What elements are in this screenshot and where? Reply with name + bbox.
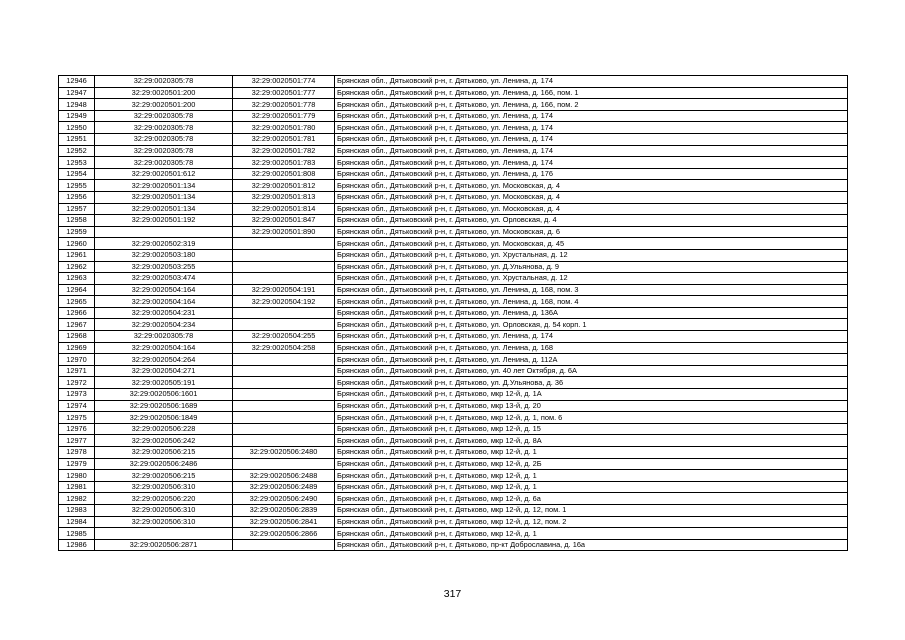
object-cadastral-number-cell: 32:29:0020504:258: [233, 342, 335, 354]
object-cadastral-number-cell: 32:29:0020501:812: [233, 180, 335, 192]
address-cell: Брянская обл., Дятьковский р-н, г. Дятьково, ул. Ленина, д. 176: [335, 168, 848, 180]
object-cadastral-number-cell: 32:29:0020501:783: [233, 157, 335, 169]
parcel-cadastral-number-cell: 32:29:0020504:234: [95, 319, 233, 331]
registry-table-body: [59, 76, 848, 551]
address-cell: Брянская обл., Дятьковский р-н, г. Дятьково, ул. Ленина, д. 174: [335, 122, 848, 134]
object-cadastral-number-cell: 32:29:0020506:2841: [233, 516, 335, 528]
parcel-cadastral-number-cell: 32:29:0020503:474: [95, 273, 233, 285]
row-number-cell: 12973: [59, 389, 95, 401]
parcel-cadastral-number-cell: 32:29:0020506:1689: [95, 400, 233, 412]
table-row: [59, 435, 848, 447]
row-number-cell: 12980: [59, 470, 95, 482]
object-cadastral-number-cell: [233, 458, 335, 470]
row-number-cell: 12949: [59, 110, 95, 122]
object-cadastral-number-cell: 32:29:0020506:2490: [233, 493, 335, 505]
table-row: [59, 516, 848, 528]
table-row: [59, 354, 848, 366]
table-row: [59, 180, 848, 192]
row-number-cell: 12986: [59, 539, 95, 551]
table-row: [59, 226, 848, 238]
object-cadastral-number-cell: 32:29:0020506:2866: [233, 528, 335, 540]
table-row: [59, 377, 848, 389]
parcel-cadastral-number-cell: 32:29:0020504:264: [95, 354, 233, 366]
object-cadastral-number-cell: 32:29:0020506:2480: [233, 447, 335, 459]
address-cell: Брянская обл., Дятьковский р-н, г. Дятьково, ул. Московская, д. 4: [335, 191, 848, 203]
address-cell: Брянская обл., Дятьковский р-н, г. Дятьково, мкр 12-й, д. 2Б: [335, 458, 848, 470]
object-cadastral-number-cell: 32:29:0020506:2839: [233, 504, 335, 516]
address-cell: Брянская обл., Дятьковский р-н, г. Дятьково, ул. Ленина, д. 174: [335, 110, 848, 122]
table-row: [59, 342, 848, 354]
object-cadastral-number-cell: 32:29:0020501:780: [233, 122, 335, 134]
row-number-cell: 12977: [59, 435, 95, 447]
address-cell: Брянская обл., Дятьковский р-н, г. Дятьково, ул. Ленина, д. 166, пом. 2: [335, 99, 848, 111]
table-row: [59, 493, 848, 505]
page-number: 317: [443, 588, 462, 600]
parcel-cadastral-number-cell: 32:29:0020505:191: [95, 377, 233, 389]
object-cadastral-number-cell: 32:29:0020501:777: [233, 87, 335, 99]
parcel-cadastral-number-cell: 32:29:0020305:78: [95, 122, 233, 134]
object-cadastral-number-cell: [233, 435, 335, 447]
table-row: [59, 539, 848, 551]
object-cadastral-number-cell: [233, 354, 335, 366]
object-cadastral-number-cell: 32:29:0020501:778: [233, 99, 335, 111]
address-cell: Брянская обл., Дятьковский р-н, г. Дятьково, мкр 12-й, д. 15: [335, 423, 848, 435]
parcel-cadastral-number-cell: 32:29:0020504:164: [95, 342, 233, 354]
address-cell: Брянская обл., Дятьковский р-н, г. Дятьково, ул. Орловская, д. 54 корп. 1: [335, 319, 848, 331]
table-row: [59, 273, 848, 285]
row-number-cell: 12962: [59, 261, 95, 273]
parcel-cadastral-number-cell: 32:29:0020506:1601: [95, 389, 233, 401]
row-number-cell: 12952: [59, 145, 95, 157]
parcel-cadastral-number-cell: 32:29:0020503:180: [95, 249, 233, 261]
address-cell: Брянская обл., Дятьковский р-н, г. Дятьково, мкр 12-й, д. 1: [335, 447, 848, 459]
row-number-cell: 12956: [59, 191, 95, 203]
address-cell: Брянская обл., Дятьковский р-н, г. Дятьково, мкр 12-й, д. 12, пом. 2: [335, 516, 848, 528]
table-row: [59, 145, 848, 157]
row-number-cell: 12957: [59, 203, 95, 215]
object-cadastral-number-cell: 32:29:0020501:813: [233, 191, 335, 203]
parcel-cadastral-number-cell: 32:29:0020501:134: [95, 180, 233, 192]
address-cell: Брянская обл., Дятьковский р-н, г. Дятьково, ул. 40 лет Октября, д. 6А: [335, 365, 848, 377]
table-row: [59, 168, 848, 180]
row-number-cell: 12976: [59, 423, 95, 435]
parcel-cadastral-number-cell: 32:29:0020305:78: [95, 145, 233, 157]
parcel-cadastral-number-cell: 32:29:0020501:612: [95, 168, 233, 180]
parcel-cadastral-number-cell: 32:29:0020501:134: [95, 203, 233, 215]
row-number-cell: 12970: [59, 354, 95, 366]
row-number-cell: 12947: [59, 87, 95, 99]
address-cell: Брянская обл., Дятьковский р-н, г. Дятьково, мкр 12-й, д. 8А: [335, 435, 848, 447]
table-row: [59, 261, 848, 273]
row-number-cell: 12950: [59, 122, 95, 134]
row-number-cell: 12968: [59, 331, 95, 343]
table-row: [59, 191, 848, 203]
table-row: [59, 87, 848, 99]
row-number-cell: 12971: [59, 365, 95, 377]
row-number-cell: 12984: [59, 516, 95, 528]
address-cell: Брянская обл., Дятьковский р-н, г. Дятьково, мкр 12-й, д. 1, пом. 6: [335, 412, 848, 424]
parcel-cadastral-number-cell: 32:29:0020503:255: [95, 261, 233, 273]
table-row: [59, 470, 848, 482]
row-number-cell: 12985: [59, 528, 95, 540]
table-row: [59, 249, 848, 261]
object-cadastral-number-cell: 32:29:0020504:191: [233, 284, 335, 296]
table-row: [59, 215, 848, 227]
object-cadastral-number-cell: [233, 249, 335, 261]
object-cadastral-number-cell: 32:29:0020501:782: [233, 145, 335, 157]
parcel-cadastral-number-cell: 32:29:0020504:164: [95, 296, 233, 308]
row-number-cell: 12960: [59, 238, 95, 250]
table-row: [59, 528, 848, 540]
row-number-cell: 12964: [59, 284, 95, 296]
table-row: [59, 365, 848, 377]
address-cell: Брянская обл., Дятьковский р-н, г. Дятьково, ул. Московская, д. 6: [335, 226, 848, 238]
table-row: [59, 447, 848, 459]
address-cell: Брянская обл., Дятьковский р-н, г. Дятьково, ул. Ленина, д. 166, пом. 1: [335, 87, 848, 99]
parcel-cadastral-number-cell: 32:29:0020305:78: [95, 133, 233, 145]
table-row: [59, 99, 848, 111]
object-cadastral-number-cell: [233, 389, 335, 401]
table-row: [59, 307, 848, 319]
row-number-cell: 12954: [59, 168, 95, 180]
address-cell: Брянская обл., Дятьковский р-н, г. Дятьково, ул. Ленина, д. 168, пом. 3: [335, 284, 848, 296]
row-number-cell: 12953: [59, 157, 95, 169]
row-number-cell: 12972: [59, 377, 95, 389]
parcel-cadastral-number-cell: 32:29:0020501:200: [95, 99, 233, 111]
address-cell: Брянская обл., Дятьковский р-н, г. Дятьково, ул. Д.Ульянова, д. 36: [335, 377, 848, 389]
address-cell: Брянская обл., Дятьковский р-н, г. Дятьково, мкр 12-й, д. 6а: [335, 493, 848, 505]
table-row: [59, 203, 848, 215]
object-cadastral-number-cell: [233, 423, 335, 435]
table-row: [59, 296, 848, 308]
address-cell: Брянская обл., Дятьковский р-н, г. Дятьково, ул. Хрустальная, д. 12: [335, 249, 848, 261]
table-row: [59, 284, 848, 296]
row-number-cell: 12981: [59, 481, 95, 493]
row-number-cell: 12979: [59, 458, 95, 470]
row-number-cell: 12969: [59, 342, 95, 354]
object-cadastral-number-cell: 32:29:0020506:2488: [233, 470, 335, 482]
parcel-cadastral-number-cell: 32:29:0020506:242: [95, 435, 233, 447]
address-cell: Брянская обл., Дятьковский р-н, г. Дятьково, ул. Д.Ульянова, д. 9: [335, 261, 848, 273]
row-number-cell: 12955: [59, 180, 95, 192]
parcel-cadastral-number-cell: 32:29:0020501:192: [95, 215, 233, 227]
table-row: [59, 110, 848, 122]
parcel-cadastral-number-cell: 32:29:0020506:2871: [95, 539, 233, 551]
object-cadastral-number-cell: [233, 273, 335, 285]
object-cadastral-number-cell: [233, 539, 335, 551]
row-number-cell: 12982: [59, 493, 95, 505]
object-cadastral-number-cell: [233, 400, 335, 412]
table-row: [59, 504, 848, 516]
address-cell: Брянская обл., Дятьковский р-н, г. Дятьково, ул. Хрустальная, д. 12: [335, 273, 848, 285]
parcel-cadastral-number-cell: 32:29:0020501:200: [95, 87, 233, 99]
address-cell: Брянская обл., Дятьковский р-н, г. Дятьково, ул. Московская, д. 4: [335, 180, 848, 192]
object-cadastral-number-cell: 32:29:0020501:808: [233, 168, 335, 180]
object-cadastral-number-cell: [233, 365, 335, 377]
row-number-cell: 12959: [59, 226, 95, 238]
address-cell: Брянская обл., Дятьковский р-н, г. Дятьково, ул. Ленина, д. 112А: [335, 354, 848, 366]
row-number-cell: 12948: [59, 99, 95, 111]
object-cadastral-number-cell: 32:29:0020501:890: [233, 226, 335, 238]
address-cell: Брянская обл., Дятьковский р-н, г. Дятьково, мкр 12-й, д. 1: [335, 470, 848, 482]
table-row: [59, 76, 848, 88]
parcel-cadastral-number-cell: 32:29:0020506:310: [95, 481, 233, 493]
address-cell: Брянская обл., Дятьковский р-н, г. Дятьково, ул. Московская, д. 4: [335, 203, 848, 215]
address-cell: Брянская обл., Дятьковский р-н, г. Дятьково, ул. Ленина, д. 174: [335, 331, 848, 343]
parcel-cadastral-number-cell: 32:29:0020504:164: [95, 284, 233, 296]
address-cell: Брянская обл., Дятьковский р-н, г. Дятьково, мкр 12-й, д. 1А: [335, 389, 848, 401]
object-cadastral-number-cell: 32:29:0020504:255: [233, 331, 335, 343]
object-cadastral-number-cell: [233, 377, 335, 389]
table-row: [59, 331, 848, 343]
parcel-cadastral-number-cell: 32:29:0020502:319: [95, 238, 233, 250]
address-cell: Брянская обл., Дятьковский р-н, г. Дятьково, ул. Орловская, д. 4: [335, 215, 848, 227]
address-cell: Брянская обл., Дятьковский р-н, г. Дятьково, мкр 12-й, д. 1: [335, 481, 848, 493]
parcel-cadastral-number-cell: 32:29:0020305:78: [95, 157, 233, 169]
parcel-cadastral-number-cell: [95, 528, 233, 540]
parcel-cadastral-number-cell: 32:29:0020305:78: [95, 331, 233, 343]
row-number-cell: 12961: [59, 249, 95, 261]
object-cadastral-number-cell: 32:29:0020501:774: [233, 76, 335, 88]
row-number-cell: 12951: [59, 133, 95, 145]
parcel-cadastral-number-cell: [95, 226, 233, 238]
table-row: [59, 389, 848, 401]
object-cadastral-number-cell: 32:29:0020501:781: [233, 133, 335, 145]
object-cadastral-number-cell: [233, 261, 335, 273]
table-row: [59, 412, 848, 424]
address-cell: Брянская обл., Дятьковский р-н, г. Дятьково, ул. Ленина, д. 174: [335, 145, 848, 157]
address-cell: Брянская обл., Дятьковский р-н, г. Дятьково, мкр 12-й, д. 1: [335, 528, 848, 540]
address-cell: Брянская обл., Дятьковский р-н, г. Дятьково, мкр 13-й, д. 20: [335, 400, 848, 412]
parcel-cadastral-number-cell: 32:29:0020305:78: [95, 110, 233, 122]
table-row: [59, 423, 848, 435]
address-cell: Брянская обл., Дятьковский р-н, г. Дятьково, пр-кт Доброславина, д. 16а: [335, 539, 848, 551]
parcel-cadastral-number-cell: 32:29:0020506:228: [95, 423, 233, 435]
parcel-cadastral-number-cell: 32:29:0020506:310: [95, 516, 233, 528]
object-cadastral-number-cell: [233, 238, 335, 250]
parcel-cadastral-number-cell: 32:29:0020506:215: [95, 470, 233, 482]
parcel-cadastral-number-cell: 32:29:0020504:271: [95, 365, 233, 377]
object-cadastral-number-cell: 32:29:0020504:192: [233, 296, 335, 308]
parcel-cadastral-number-cell: 32:29:0020506:215: [95, 447, 233, 459]
row-number-cell: 12966: [59, 307, 95, 319]
table-row: [59, 400, 848, 412]
address-cell: Брянская обл., Дятьковский р-н, г. Дятьково, ул. Ленина, д. 174: [335, 133, 848, 145]
row-number-cell: 12967: [59, 319, 95, 331]
row-number-cell: 12965: [59, 296, 95, 308]
row-number-cell: 12963: [59, 273, 95, 285]
object-cadastral-number-cell: [233, 307, 335, 319]
row-number-cell: 12958: [59, 215, 95, 227]
table-row: [59, 319, 848, 331]
address-cell: Брянская обл., Дятьковский р-н, г. Дятьково, ул. Ленина, д. 168, пом. 4: [335, 296, 848, 308]
address-cell: Брянская обл., Дятьковский р-н, г. Дятьково, ул. Ленина, д. 168: [335, 342, 848, 354]
address-cell: Брянская обл., Дятьковский р-н, г. Дятьково, ул. Ленина, д. 136А: [335, 307, 848, 319]
object-cadastral-number-cell: 32:29:0020501:814: [233, 203, 335, 215]
address-cell: Брянская обл., Дятьковский р-н, г. Дятьково, ул. Ленина, д. 174: [335, 76, 848, 88]
parcel-cadastral-number-cell: 32:29:0020506:1849: [95, 412, 233, 424]
table-row: [59, 481, 848, 493]
table-row: [59, 122, 848, 134]
parcel-cadastral-number-cell: 32:29:0020506:220: [95, 493, 233, 505]
object-cadastral-number-cell: [233, 412, 335, 424]
table-row: [59, 458, 848, 470]
row-number-cell: 12983: [59, 504, 95, 516]
table-row: [59, 133, 848, 145]
address-cell: Брянская обл., Дятьковский р-н, г. Дятьково, ул. Ленина, д. 174: [335, 157, 848, 169]
parcel-cadastral-number-cell: 32:29:0020305:78: [95, 76, 233, 88]
object-cadastral-number-cell: 32:29:0020506:2489: [233, 481, 335, 493]
registry-table: [58, 75, 848, 551]
object-cadastral-number-cell: 32:29:0020501:779: [233, 110, 335, 122]
parcel-cadastral-number-cell: 32:29:0020504:231: [95, 307, 233, 319]
object-cadastral-number-cell: [233, 319, 335, 331]
address-cell: Брянская обл., Дятьковский р-н, г. Дятьково, ул. Московская, д. 45: [335, 238, 848, 250]
parcel-cadastral-number-cell: 32:29:0020506:310: [95, 504, 233, 516]
object-cadastral-number-cell: 32:29:0020501:847: [233, 215, 335, 227]
row-number-cell: 12975: [59, 412, 95, 424]
table-row: [59, 157, 848, 169]
row-number-cell: 12974: [59, 400, 95, 412]
row-number-cell: 12978: [59, 447, 95, 459]
table-row: [59, 238, 848, 250]
parcel-cadastral-number-cell: 32:29:0020501:134: [95, 191, 233, 203]
address-cell: Брянская обл., Дятьковский р-н, г. Дятьково, мкр 12-й, д. 12, пом. 1: [335, 504, 848, 516]
row-number-cell: 12946: [59, 76, 95, 88]
parcel-cadastral-number-cell: 32:29:0020506:2486: [95, 458, 233, 470]
